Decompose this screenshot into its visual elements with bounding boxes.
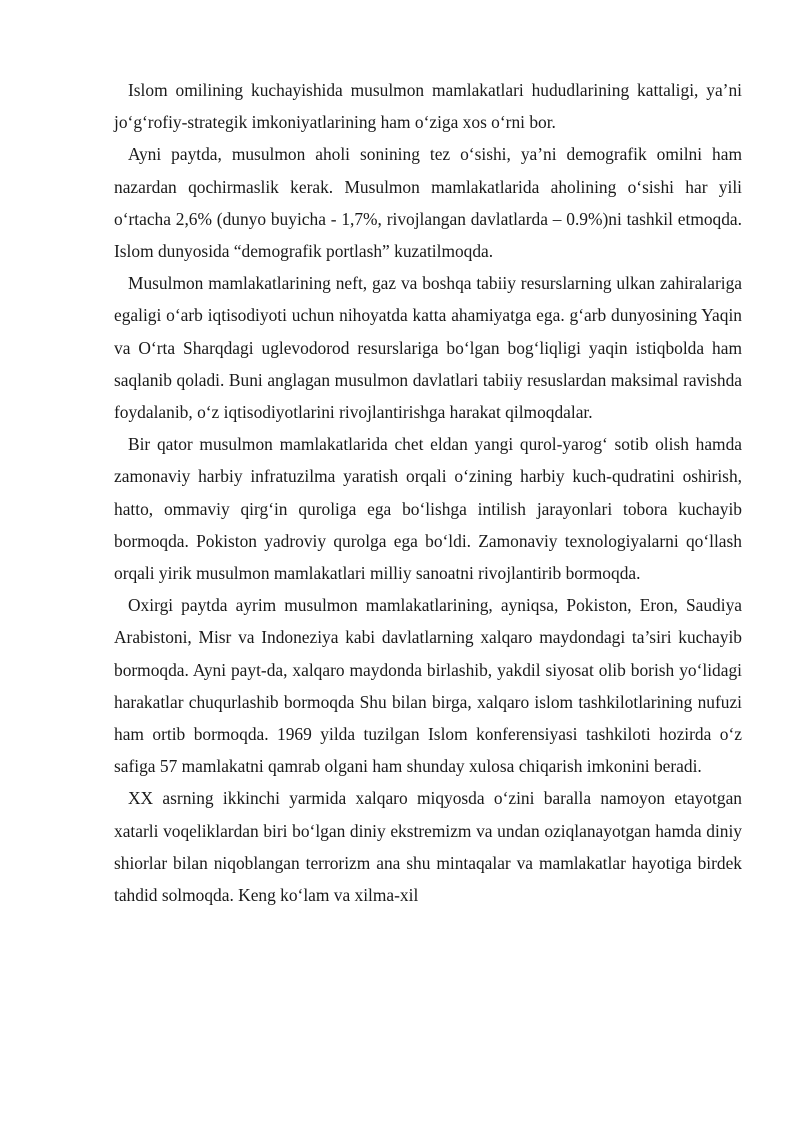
paragraph-demographic: Ayni paytda, musulmon aholi sonining tez o‘sishi, ya’ni demografik omilni ham nazardan qochirmaslik kerak. Musulmon mamlakatlarida aholining o‘sishi har yili o‘rtacha 2,6% (dunyo buyicha - 1,7%, rivojlangan davlatlarda – 0.9%)ni tashkil etmoqda. Islom dunyosida “demografik portlash” kuzatilmoqda. — [114, 144, 742, 262]
paragraph-geographic-strategic: Islom omilining kuchayishida musulmon mamlakatlari hududlarining kattaligi, ya’ni jo‘g‘rofiy-strategik imkoniyatlarining ham o‘ziga xos o‘rni bor. — [114, 80, 742, 133]
paragraph-international-influence: Oxirgi paytda ayrim musulmon mamlakatlarining, ayniqsa, Pokiston, Eron, Saudiya Arabistoni, Misr va Indoneziya kabi davlatlarning xalqaro maydondagi ta’siri kuchayib bormoqda. Ayni payt-da, xalqaro maydonda birlashib, yakdil siyosat olib borish yo‘lidagi harakatlar chuqurlashib bormoqda Shu bilan birga, xalqaro islom tashkilotlarining nufuzi ham ortib bormoqda. 1969 yilda tuzilgan Islom konferensiyasi tashkiloti hozirda o‘z safiga 57 mamlakatni qamrab olgani ham shunday xulosa chiqarish imkonini beradi. — [114, 595, 742, 777]
document-page — [114, 74, 742, 911]
paragraph-military: Bir qator musulmon mamlakatlarida chet eldan yangi qurol-yarog‘ sotib olish hamda zamonaviy harbiy infratuzilma yaratish orqali o‘zining harbiy kuch-qudratini oshirish, hatto, ommaviy qirg‘in quroliga ega bo‘lishga intilish jarayonlari tobora kuchayib bormoqda. Pokiston yadroviy qurolga ega bo‘ldi. Zamonaviy texnologiyalarni qo‘llash orqali yirik musulmon mamlakatlari milliy sanoatni rivojlantirib bormoqda. — [114, 434, 742, 584]
paragraph-extremism: XX asrning ikkinchi yarmida xalqaro miqyosda o‘zini baralla namoyon etayotgan xatarli voqeliklardan biri bo‘lgan diniy ekstremizm va undan oziqlanayotgan hamda diniy shiorlar bilan niqoblangan terrorizm ana shu mintaqalar va mamlakatlar hayotiga birdek tahdid solmoqda. Keng ko‘lam va xilma-xil — [114, 788, 742, 906]
paragraph-natural-resources: Musulmon mamlakatlarining neft, gaz va boshqa tabiiy resurslarning ulkan zahiralariga egaligi o‘arb iqtisodiyoti uchun nihoyatda katta ahamiyatga ega. g‘arb dunyosining Yaqin va O‘rta Sharqdagi uglevodorod resurslariga bo‘lgan bog‘liqligi yaqin istiqbolda ham saqlanib qoladi. Buni anglagan musulmon davlatlari tabiiy resuslardan maksimal ravishda foydalanib, o‘z iqtisodiyotlarini rivojlantirishga harakat qilmoqdalar. — [114, 273, 742, 423]
